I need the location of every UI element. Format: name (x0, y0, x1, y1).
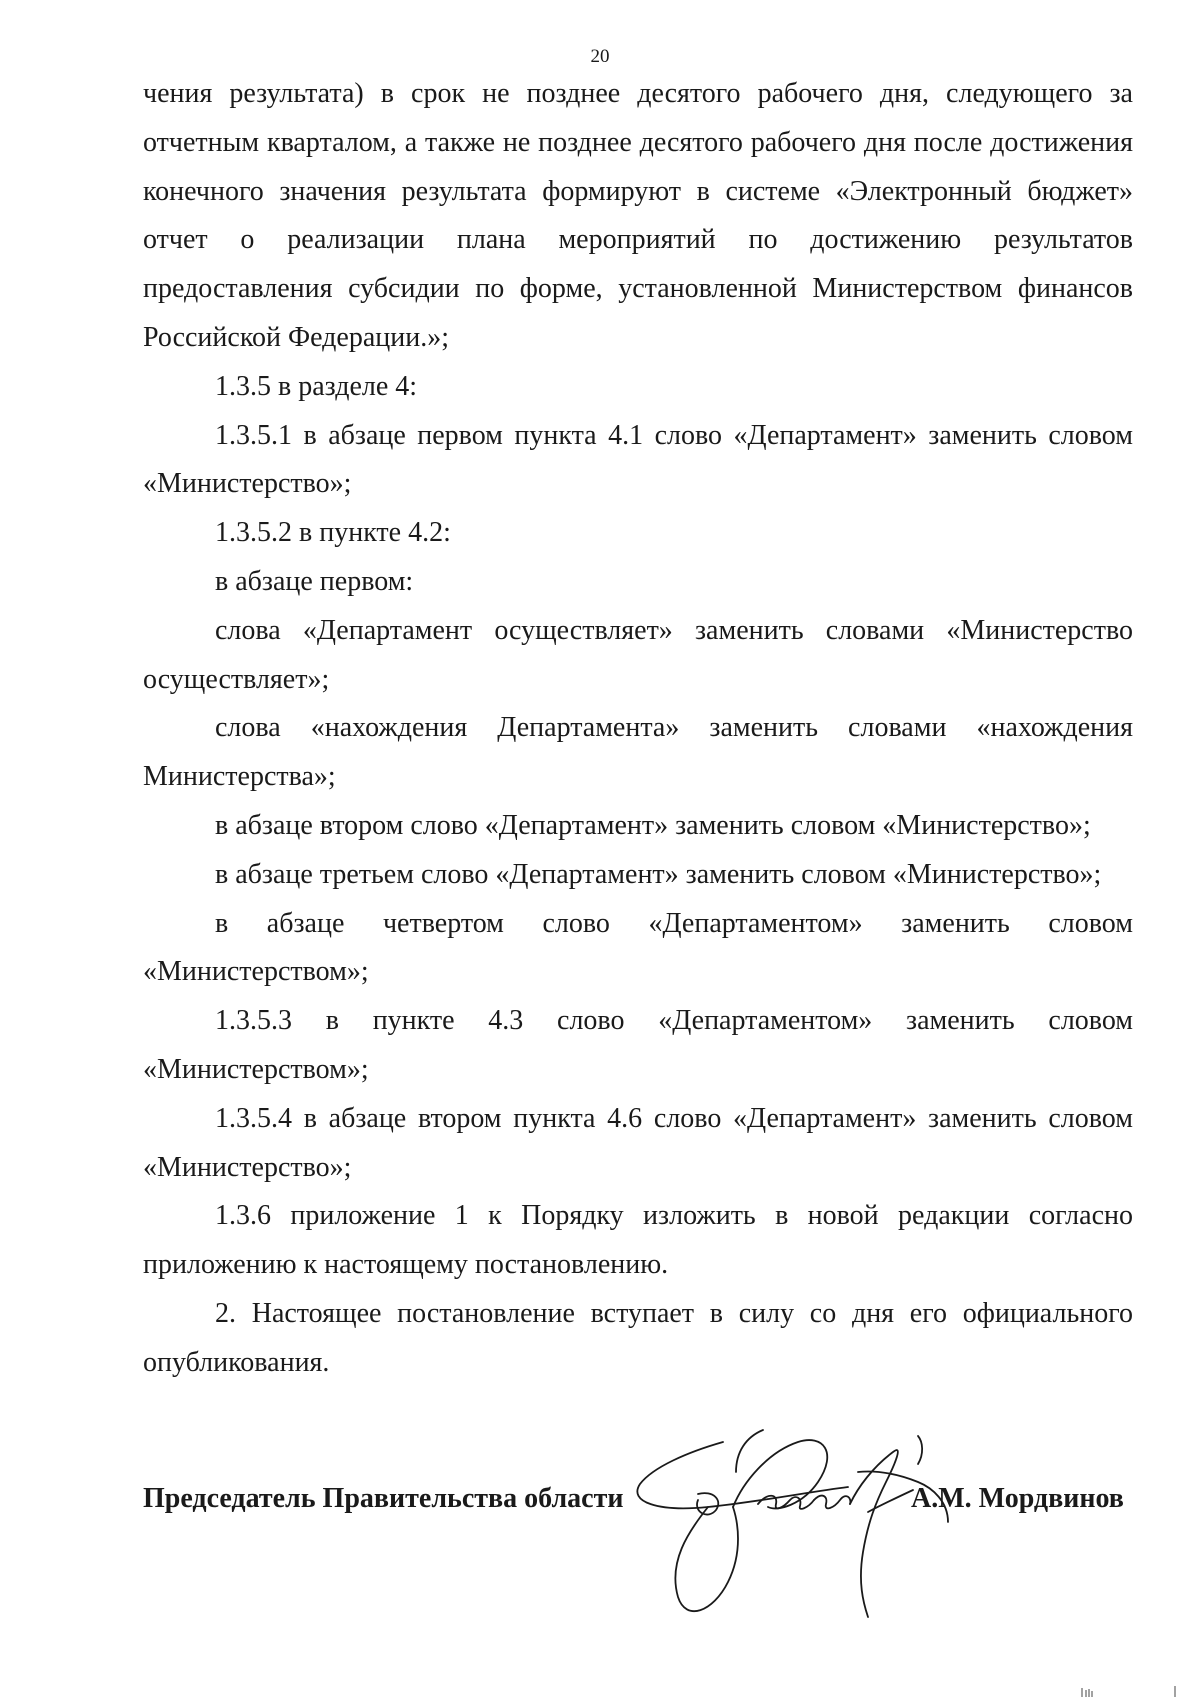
paragraph-item-1-3-5: 1.3.5 в разделе 4: (215, 370, 418, 402)
paragraph-third-abzac: в абзаце третьем слово «Департамент» заменить словом «Министерство»; (215, 858, 1102, 890)
paragraph-second-abzac: в абзаце втором слово «Департамент» заменить словом «Министерство»; (215, 809, 1091, 841)
signer-name: А.М. Мордвинов (911, 1483, 1124, 1514)
handwritten-signature (618, 1412, 978, 1642)
page-number: 20 (590, 46, 610, 67)
scan-edge-marks (1080, 1680, 1180, 1697)
paragraph-replace-osushchestvlyaet: слова «Департамент осуществляет» заменить словами «Министерство осуществляет»; (143, 614, 1133, 695)
paragraph-fourth-abzac: в абзаце четвертом слово «Департаментом» заменить словом «Министерством»; (143, 907, 1133, 988)
paragraph-item-1-3-6: 1.3.6 приложение 1 к Порядку изложить в новой редакции согласно приложению к настоящему постановлению. (143, 1200, 1133, 1281)
paragraph-item-2: 2. Настоящее постановление вступает в силу со дня его официального опубликования. (143, 1297, 1133, 1378)
paragraph-item-1-3-5-1: 1.3.5.1 в абзаце первом пункта 4.1 слово «Департамент» заменить словом «Министерство»; (143, 419, 1133, 500)
paragraph-item-1-3-5-4: 1.3.5.4 в абзаце втором пункта 4.6 слово «Департамент» заменить словом «Министерство»; (143, 1102, 1133, 1183)
paragraph-replace-nakhozhdeniya: слова «нахождения Департамента» заменить словами «нахождения Министерства»; (143, 712, 1133, 793)
paragraph-continuation: чения результата) в срок не позднее десятого рабочего дня, следующего за отчетным кварталом, а также не позднее десятого рабочего дня после достижения конечного значения результата формируют в системе «Электронный бюджет» отчет о реализации плана мероприятий по достижению результатов предоставления субсидии по форме, установленной Министерством финансов Российской Федерации.»; (143, 78, 1133, 353)
paragraph-first-abzac: в абзаце первом: (215, 565, 414, 597)
document-body (143, 70, 1133, 1388)
paragraph-item-1-3-5-3: 1.3.5.3 в пункте 4.3 слово «Департаментом» заменить словом «Министерством»; (143, 1005, 1133, 1085)
signer-title: Председатель Правительства области (143, 1483, 624, 1514)
paragraph-item-1-3-5-2: 1.3.5.2 в пункте 4.2: (215, 517, 451, 549)
